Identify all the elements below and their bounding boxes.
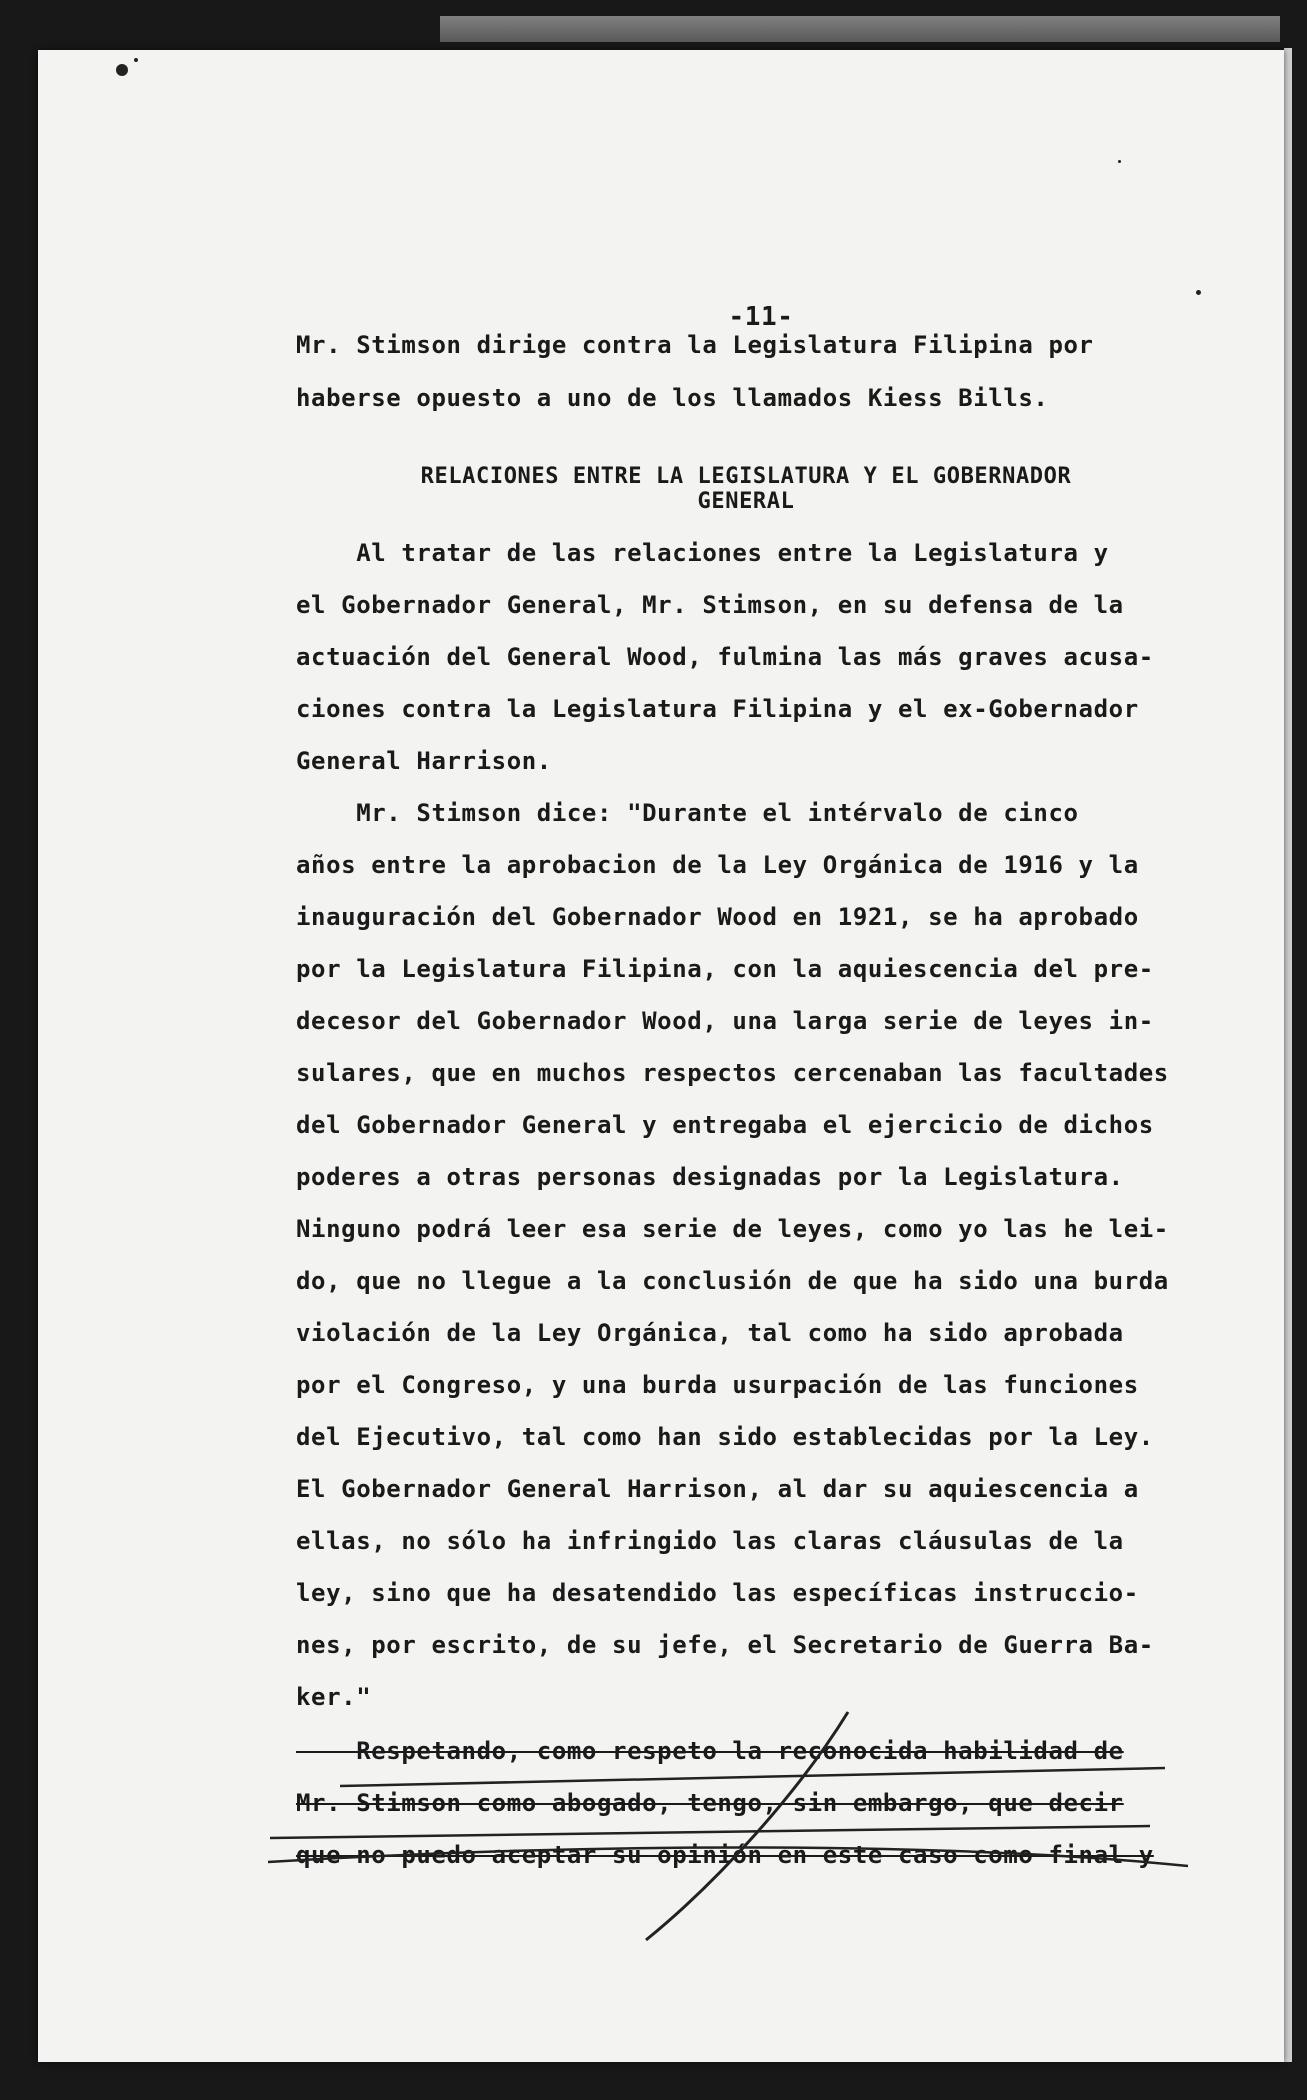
page-number: -11-	[728, 302, 794, 332]
text-line: haberse opuesto a uno de los llamados Kiess Bills.	[296, 384, 1049, 412]
sheet-edge	[1284, 48, 1292, 2062]
text-line: por la Legislatura Filipina, con la aquiescencia del pre-	[296, 955, 1154, 983]
ink-speck	[1196, 290, 1201, 295]
ink-speck	[1118, 160, 1121, 163]
scan-top-edge	[440, 16, 1280, 42]
text-line: ley, sino que ha desatendido las específicas instruccio-	[296, 1579, 1139, 1607]
ink-speck	[116, 64, 128, 76]
text-line: nes, por escrito, de su jefe, el Secretario de Guerra Ba-	[296, 1631, 1154, 1659]
text-line: sulares, que en muchos respectos cercenaban las facultades	[296, 1059, 1169, 1087]
text-line: Al tratar de las relaciones entre la Legislatura y	[296, 539, 1109, 567]
section-heading: RELACIONES ENTRE LA LEGISLATURA Y EL GOBERNADOR	[420, 464, 1072, 489]
text-line: ker."	[296, 1683, 372, 1711]
text-line: General Harrison.	[296, 747, 552, 775]
text-line: del Gobernador General y entregaba el ejercicio de dichos	[296, 1111, 1154, 1139]
text-line: Mr. Stimson dice: "Durante el intérvalo de cinco	[296, 799, 1079, 827]
section-heading: GENERAL	[697, 489, 795, 514]
text-line: Ninguno podrá leer esa serie de leyes, como yo las he lei-	[296, 1215, 1169, 1243]
text-line: inauguración del Gobernador Wood en 1921, se ha aprobado	[296, 903, 1139, 931]
text-line: años entre la aprobacion de la Ley Orgánica de 1916 y la	[296, 851, 1139, 879]
typewritten-page	[38, 50, 1284, 2062]
text-line: el Gobernador General, Mr. Stimson, en su defensa de la	[296, 591, 1124, 619]
text-line: Mr. Stimson dirige contra la Legislatura Filipina por	[296, 331, 1094, 359]
text-line: actuación del General Wood, fulmina las más graves acusa-	[296, 643, 1154, 671]
struck-text-line: Respetando, como respeto la reconocida habilidad de	[296, 1737, 1124, 1765]
struck-text-line: que no puedo aceptar su opinión en este caso como final y	[296, 1841, 1154, 1869]
text-line: decesor del Gobernador Wood, una larga serie de leyes in-	[296, 1007, 1154, 1035]
text-line: ellas, no sólo ha infringido las claras cláusulas de la	[296, 1527, 1124, 1555]
text-line: ciones contra la Legislatura Filipina y el ex-Gobernador	[296, 695, 1139, 723]
text-line: violación de la Ley Orgánica, tal como ha sido aprobada	[296, 1319, 1124, 1347]
text-line: El Gobernador General Harrison, al dar su aquiescencia a	[296, 1475, 1139, 1503]
struck-text-line: Mr. Stimson como abogado, tengo, sin embargo, que decir	[296, 1789, 1124, 1817]
text-line: del Ejecutivo, tal como han sido establecidas por la Ley.	[296, 1423, 1154, 1451]
ink-speck	[134, 58, 138, 62]
text-line: do, que no llegue a la conclusión de que ha sido una burda	[296, 1267, 1169, 1295]
text-line: poderes a otras personas designadas por la Legislatura.	[296, 1163, 1124, 1191]
text-line: por el Congreso, y una burda usurpación de las funciones	[296, 1371, 1139, 1399]
